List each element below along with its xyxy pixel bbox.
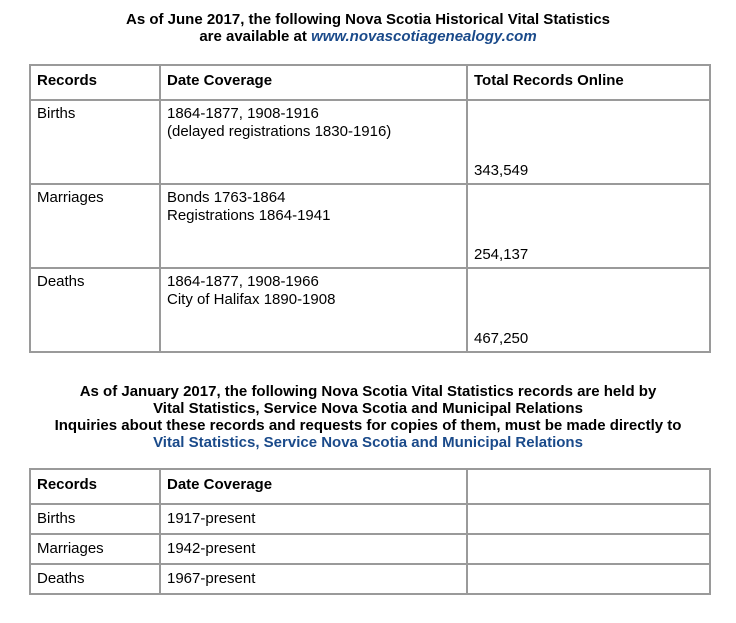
date-coverage: Bonds 1763-1864 Registrations 1864-1941 [160,184,467,268]
table-row [30,534,710,564]
record-type: Marriages [30,534,160,564]
date-coverage: 1917-present [160,504,467,534]
empty-cell [467,534,710,564]
section2-heading [0,383,736,451]
table-row [30,100,710,184]
empty-cell [467,564,710,594]
date-coverage: 1967-present [160,564,467,594]
column-header-records: Records [30,65,160,100]
column-header-date-coverage: Date Coverage [160,469,467,504]
record-type: Deaths [30,268,160,352]
empty-cell [467,504,710,534]
record-type: Births [30,100,160,184]
historical-records-table [29,64,711,353]
total-records: 467,250 [467,268,710,352]
section1-heading-line2: are available at www.novascotiagenealogy.com [199,28,537,45]
section1-heading [0,11,736,45]
column-header-empty [467,469,710,504]
section2-heading-line1: As of January 2017, the following Nova Scotia Vital Statistics records are held by [79,383,657,400]
section1-heading-line1: As of June 2017, the following Nova Scotia Historical Vital Statistics [125,11,611,28]
table-row [30,184,710,268]
current-records-table [29,468,711,595]
column-header-total-records: Total Records Online [467,65,710,100]
column-header-records: Records [30,469,160,504]
table-header-row [30,469,710,504]
record-type: Deaths [30,564,160,594]
table-row [30,564,710,594]
table-row [30,268,710,352]
record-type: Births [30,504,160,534]
date-coverage: 1942-present [160,534,467,564]
table-row [30,504,710,534]
section2-heading-line2: Vital Statistics, Service Nova Scotia and Municipal Relations [153,400,583,417]
vital-statistics-link[interactable]: Vital Statistics, Service Nova Scotia and Municipal Relations [153,434,583,451]
novascotiagenealogy-link[interactable]: www.novascotiagenealogy.com [311,28,537,45]
record-type: Marriages [30,184,160,268]
total-records: 343,549 [467,100,710,184]
date-coverage: 1864-1877, 1908-1966 City of Halifax 1890-1908 [160,268,467,352]
total-records: 254,137 [467,184,710,268]
table-header-row [30,65,710,100]
column-header-date-coverage: Date Coverage [160,65,467,100]
date-coverage: 1864-1877, 1908-1916 (delayed registrations 1830-1916) [160,100,467,184]
section2-heading-line3: Inquiries about these records and requests for copies of them, must be made directly to [54,417,682,434]
